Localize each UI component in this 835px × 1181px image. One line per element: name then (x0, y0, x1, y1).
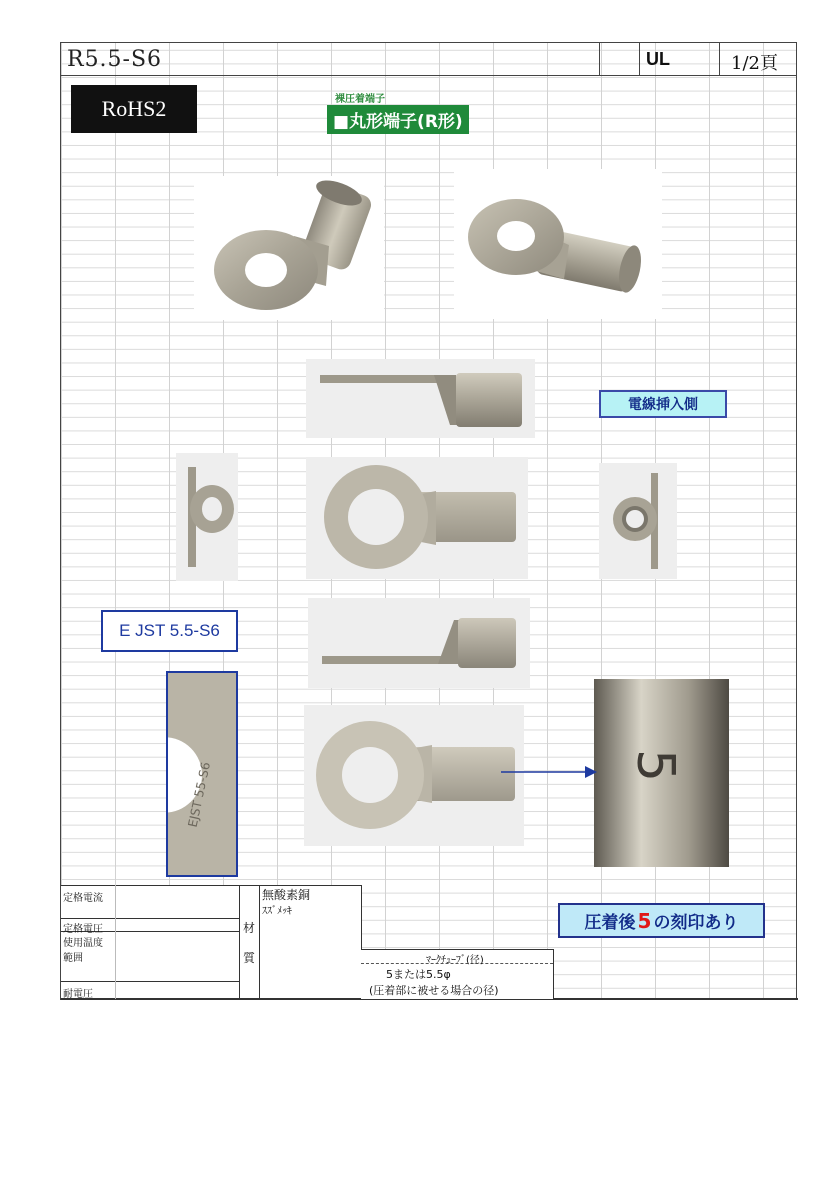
photo-top-view (306, 457, 528, 579)
category-small: 裸圧着端子 (335, 94, 385, 105)
table-rule (259, 885, 260, 999)
header-divider-v3 (719, 43, 720, 75)
product-title: R5.5-S6 (67, 47, 163, 72)
table-rule (361, 885, 362, 949)
photo-side-top (306, 359, 535, 438)
material-label-1: 材 (243, 921, 256, 935)
table-rule (115, 885, 116, 999)
standard-label: UL (646, 49, 670, 69)
photo-side-bottom (308, 598, 530, 688)
photo-stamp-view (304, 705, 524, 846)
tube-value: 5または5.5φ (386, 968, 451, 981)
material-value-1: 無酸素銅 (262, 888, 311, 902)
material-value-2: ｽｽﾞﾒｯｷ (262, 906, 292, 917)
temp-range-label-2: 範囲 (63, 953, 83, 964)
header-divider-v1 (599, 43, 600, 75)
photo-marking-closeup (166, 671, 238, 877)
material-label-2: 質 (243, 951, 256, 965)
stamp-note-post: の刻印あり (653, 913, 739, 933)
wire-insertion-side-label: 電線挿入側 (599, 390, 727, 418)
table-rule (239, 885, 240, 999)
stamp-note-pre: 圧着後 (584, 913, 636, 933)
spec-sheet (60, 42, 797, 1000)
stamp-note (558, 903, 765, 938)
rohs-badge: RoHS2 (71, 85, 197, 133)
tube-header: ﾏｰｸﾁｭｰﾌﾞ(径) (426, 955, 484, 966)
closeup-digit-text: 5 (625, 749, 685, 783)
withstand-voltage-label: 耐電圧 (63, 989, 93, 1000)
temp-range-label-1: 使用温度 (63, 938, 103, 949)
header-divider (61, 75, 796, 76)
stamp-note-number: 5 (637, 908, 652, 933)
photo-end-right (599, 463, 677, 579)
photo-angled-1 (194, 176, 384, 320)
square-mark-icon: ■ (333, 112, 350, 132)
photo-end-left (176, 453, 238, 581)
pointer-arrow-icon (501, 765, 601, 779)
table-rule (61, 918, 239, 919)
category-title (327, 105, 469, 134)
photo-angled-2 (454, 169, 662, 319)
closeup-marking-text: EJST 55-S6 (185, 760, 214, 829)
table-rule (61, 981, 239, 982)
header-divider-v2 (639, 43, 640, 75)
table-rule (61, 885, 361, 886)
rated-current-label: 定格電流 (63, 893, 103, 904)
tube-note: (圧着部に被せる場合の径) (369, 984, 499, 997)
page-number: 1/2頁 (731, 53, 778, 74)
table-rule (361, 949, 553, 950)
table-rule (553, 949, 554, 999)
marking-label: E JST 5.5-S6 (101, 610, 238, 652)
category-title-text: 丸形端子(R形) (349, 112, 463, 132)
rated-voltage-label: 定格電圧 (63, 924, 103, 935)
photo-digit-closeup (594, 679, 729, 867)
